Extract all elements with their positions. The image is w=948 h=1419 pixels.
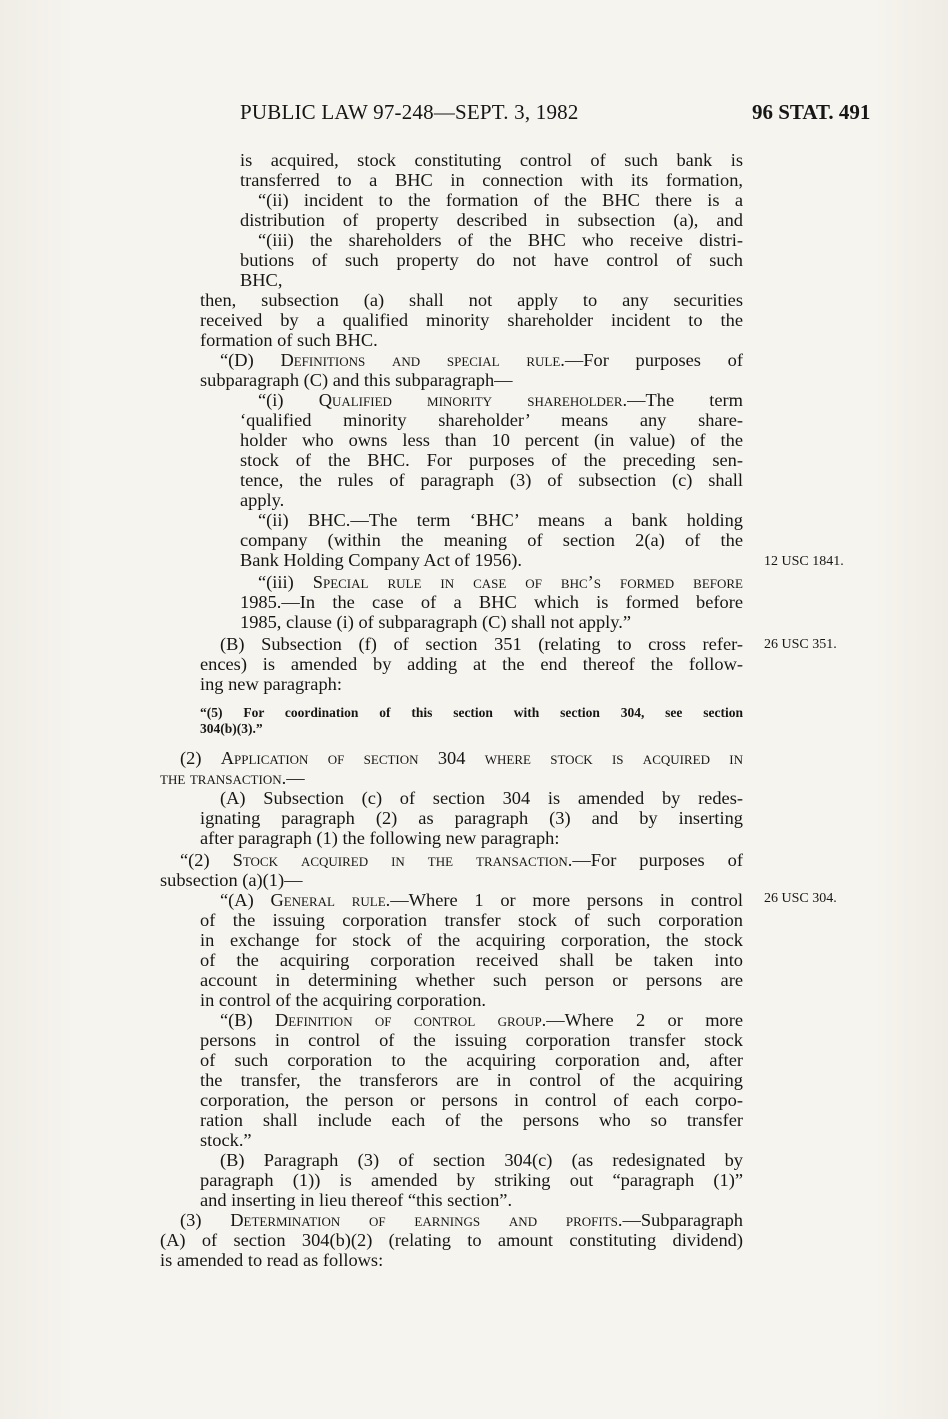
cross-reference-line: 304(b)(3).” [200,721,263,736]
body-line: persons in control of the issuing corporation transfer stock [200,1030,743,1050]
section-heading-line [180,850,743,870]
body-line: butions of such property do not have control of such [240,250,743,270]
section-heading-line [220,1010,743,1030]
small-caps-heading: Application of section 304 where stock is acquired in [220,748,743,768]
section-heading-line [180,1210,743,1230]
section-heading-line [258,572,743,592]
text-run: “(i) [258,390,319,410]
body-line: “(ii) incident to the formation of the BHC there is a [258,190,743,210]
text-run: .— [281,768,305,788]
small-caps-heading: the transaction [160,768,282,788]
body-line: the transfer, the transferors are in control of the acquiring [200,1070,743,1090]
body-line: BHC, [240,270,283,290]
text-run: .—For purposes of [560,350,744,370]
body-line: of such corporation to the acquiring corporation and, after [200,1050,743,1070]
body-line: and inserting in lieu thereof “this section”. [200,1190,513,1210]
body-line: received by a qualified minority shareholder incident to the [200,310,743,330]
body-line: (B) Subsection (f) of section 351 (relating to cross refer- [220,634,743,654]
body-line: distribution of property described in subsection (a), and [240,210,743,230]
body-line: in exchange for stock of the acquiring corporation, the stock [200,930,743,950]
body-line: tence, the rules of paragraph (3) of subsection (c) shall [240,470,743,490]
body-line: of the acquiring corporation received shall be taken into [200,950,743,970]
section-heading-line [160,768,305,788]
body-line: (A) of section 304(b)(2) (relating to amount constituting dividend) [160,1230,743,1250]
small-caps-heading: Qualified minority shareholder [318,390,623,410]
body-line: stock.” [200,1130,252,1150]
body-line: in control of the acquiring corporation. [200,990,486,1010]
text-run: “(2) [180,850,233,870]
cross-reference-line: “(5) For coordination of this section with section 304, see section [200,705,743,720]
section-heading-line [220,890,743,910]
section-heading-line [240,592,743,612]
body-line: ration shall include each of the persons who so transfer [200,1110,743,1130]
body-line: company (within the meaning of section 2(a) of the [240,530,743,550]
body-line: subparagraph (C) and this subparagraph— [200,370,513,390]
body-line: “(iii) the shareholders of the BHC who receive distri- [258,230,743,250]
body-line: stock of the BHC. For purposes of the preceding sen- [240,450,743,470]
margin-citation: 12 USC 1841. [764,554,844,569]
section-heading-line [258,390,743,410]
text-run: (2) [180,748,221,768]
body-line: formation of such BHC. [200,330,378,350]
section-heading-line [180,748,743,768]
body-line: (B) Paragraph (3) of section 304(c) (as redesignated by [220,1150,743,1170]
body-line: is acquired, stock constituting control of such bank is [240,150,743,170]
text-run: .—Where 2 or more [541,1010,743,1030]
small-caps-heading: Determination of earnings and profits [230,1210,618,1230]
margin-citation: 26 USC 351. [764,637,837,652]
body-line: account in determining whether such person or persons are [200,970,743,990]
text-run: .—Where 1 or more persons in control [385,890,743,910]
body-line: ignating paragraph (2) as paragraph (3) and by inserting [200,808,743,828]
small-caps-heading: General rule [270,890,386,910]
body-line: “(ii) BHC.—The term ‘BHC’ means a bank holding [258,510,743,530]
body-line: then, subsection (a) shall not apply to any securities [200,290,743,310]
body-line: (A) Subsection (c) of section 304 is amended by redes- [220,788,743,808]
section-heading-line [220,350,743,370]
body-line: of the issuing corporation transfer stock of such corporation [200,910,743,930]
body-line: ‘qualified minority shareholder’ means any share- [240,410,743,430]
running-head-title: PUBLIC LAW 97-248—SEPT. 3, 1982 [240,100,579,124]
body-line: apply. [240,490,285,510]
body-line: holder who owns less than 10 percent (in value) of the [240,430,743,450]
body-line: ences) is amended by adding at the end thereof the follow- [200,654,743,674]
text-run: .—In the case of a BHC which is formed before [276,592,743,612]
small-caps-heading: 1985 [240,592,277,612]
text-run: “(D) [220,350,281,370]
text-run: .—The term [622,390,743,410]
body-line: after paragraph (1) the following new paragraph: [200,828,560,848]
small-caps-heading: Special rule in case of bhc’s formed before [312,572,743,592]
text-run: (3) [180,1210,231,1230]
body-line: Bank Holding Company Act of 1956). [240,550,522,570]
text-run: .—For purposes of [567,850,743,870]
body-line: transferred to a BHC in connection with its formation, [240,170,743,190]
statute-page-number: 96 STAT. 491 [752,100,871,124]
text-run: “(B) [220,1010,276,1030]
body-line: corporation, the person or persons in control of each corpo- [200,1090,743,1110]
margin-citation: 26 USC 304. [764,891,837,906]
text-run: “(iii) [258,572,313,592]
small-caps-heading: Definitions and special rule [280,350,561,370]
small-caps-heading: Stock acquired in the transaction [232,850,568,870]
body-line: is amended to read as follows: [160,1250,384,1270]
body-line: ing new paragraph: [200,674,342,694]
text-run: .—Subparagraph [617,1210,743,1230]
body-line: subsection (a)(1)— [160,870,303,890]
body-line: 1985, clause (i) of subparagraph (C) shall not apply.” [240,612,632,632]
text-run: “(A) [220,890,271,910]
body-line: paragraph (1)) is amended by striking out “paragraph (1)” [200,1170,743,1190]
small-caps-heading: Definition of control group [275,1010,542,1030]
